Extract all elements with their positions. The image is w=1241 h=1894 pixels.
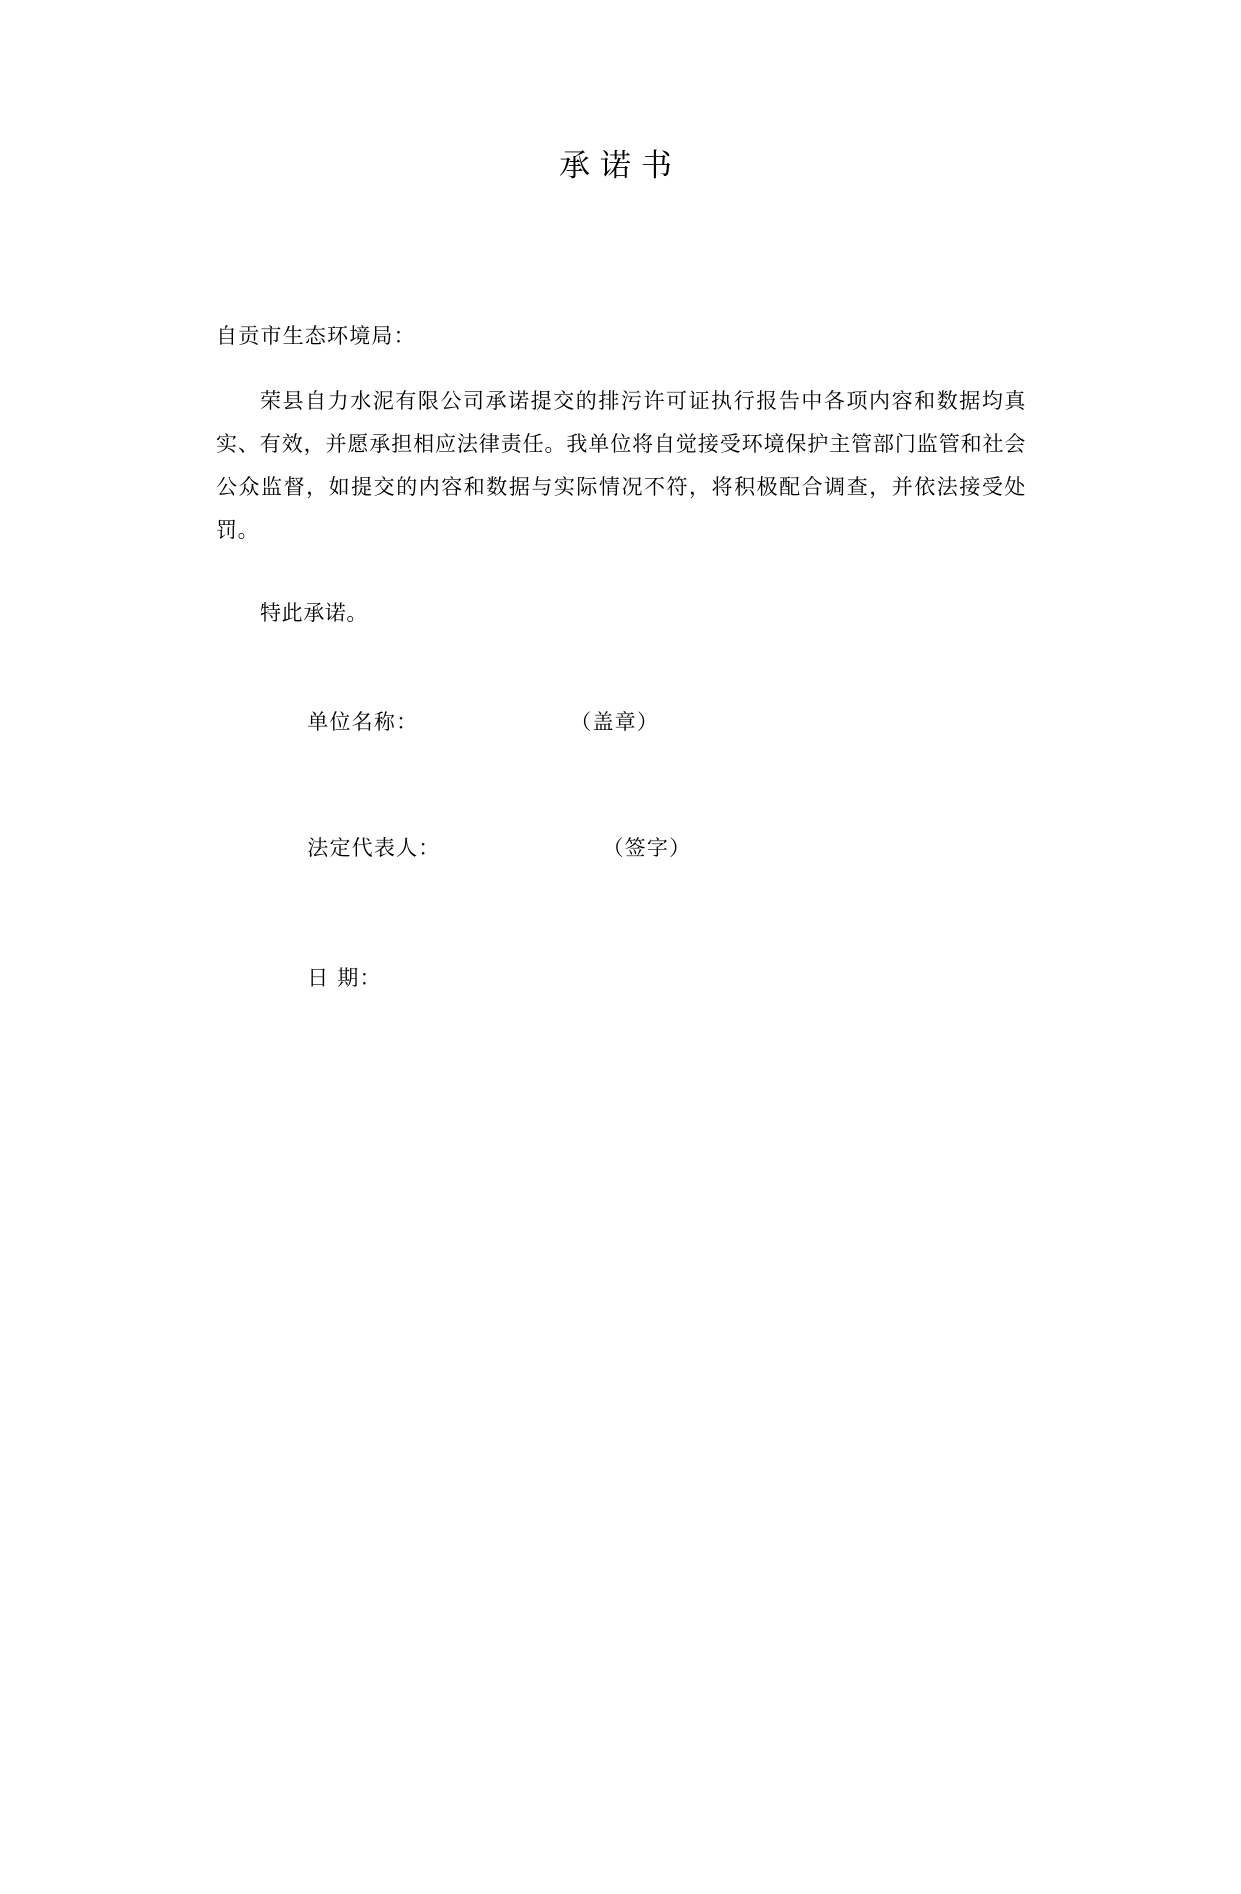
addressee-line: 自贡市生态环境局： — [216, 324, 416, 348]
unit-seal-note: （盖章） — [570, 709, 660, 734]
unit-name-row — [216, 682, 1026, 760]
document-page — [0, 140, 1241, 1894]
unit-name-label: 单位名称： — [307, 709, 419, 734]
document-body — [215, 320, 1026, 1016]
legal-rep-sign-note: （签字） — [602, 835, 692, 860]
closing-paragraph: 特此承诺。 — [260, 600, 368, 625]
page-title: 承诺书 — [559, 148, 682, 184]
date-label: 日 期： — [307, 965, 382, 990]
legal-rep-row — [216, 808, 1026, 886]
legal-rep-label: 法定代表人： — [307, 835, 441, 860]
date-row — [216, 938, 1026, 1016]
commitment-paragraph: 荣县自力水泥有限公司承诺提交的排污许可证执行报告中各项内容和数据均真实、有效，并愿承担相应法律责任。我单位将自觉接受环境保护主管部门监管和社会公众监督，如提交的内容和数据与实际情况不符，将积极配合调查，并依法接受处罚。 — [216, 388, 1026, 542]
